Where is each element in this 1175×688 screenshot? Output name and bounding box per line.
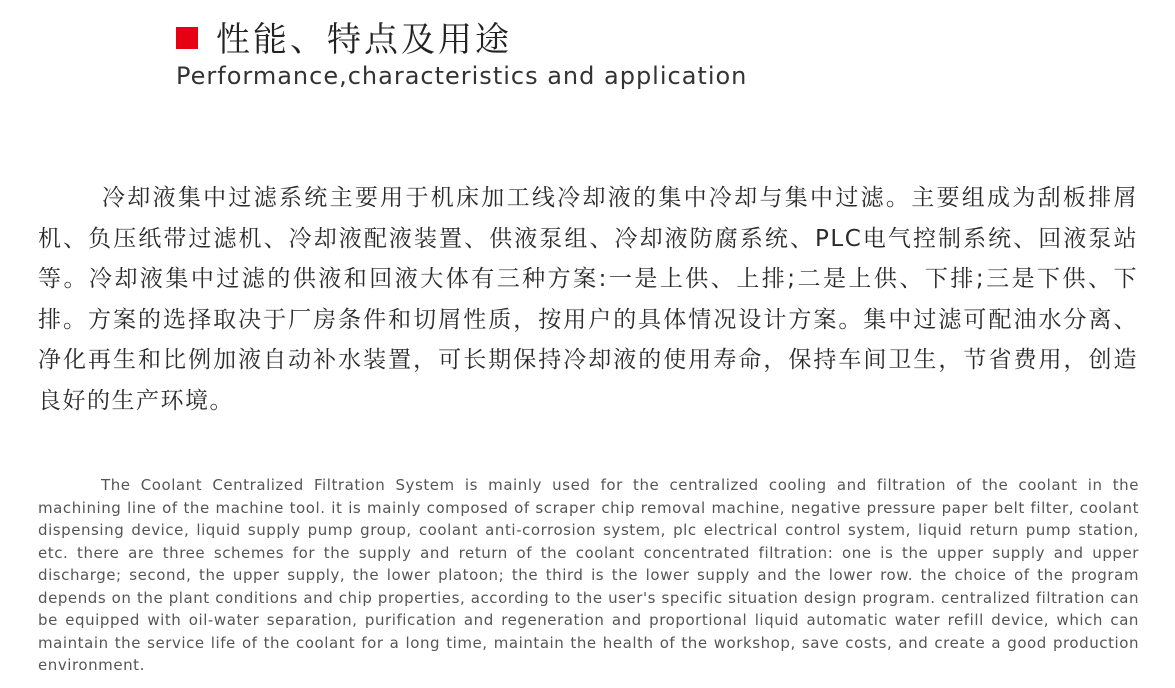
red-square-bullet-icon [176, 27, 198, 49]
section-header [176, 10, 1076, 90]
description-paragraph-cn: 冷却液集中过滤系统主要用于机床加工线冷却液的集中冷却与集中过滤。主要组成为刮板排屑机、负压纸带过滤机、冷却液配液装置、供液泵组、冷却液防腐系统、PLC电气控制系统、回液泵站等。冷却液集中过滤的供液和回液大体有三种方案:一是上供、上排;二是上供、下排;三是下供、下排。方案的选择取决于厂房条件和切屑性质，按用户的具体情况设计方案。集中过滤可配油水分离、净化再生和比例加液自动补水装置，可长期保持冷却液的使用寿命，保持车间卫生，节省费用，创造良好的生产环境。 [38, 185, 1138, 414]
title-row [176, 10, 1076, 62]
section-title-cn: 性能、特点及用途 [216, 19, 512, 60]
section-title-en: Performance,characteristics and application [176, 62, 748, 90]
description-paragraph-en: The Coolant Centralized Filtration System is mainly used for the centralized cooling and filtration of the coolant in the machining line of the machine tool. it is mainly composed of scraper chip removal machine, negative pressure paper belt filter, coolant dispensing device, liquid supply pump group, coolant anti-corrosion system, plc electrical control system, liquid return pump station, etc. there are three schemes for the supply and return of the coolant concentrated filtration: one is the upper supply and upper discharge; second, the upper supply, the lower platoon; the third is the lower supply and the lower row. the choice of the program depends on the plant conditions and chip properties, according to the user's specific situation design program. centralized filtration can be equipped with oil-water separation, purification and regeneration and proportional liquid automatic water refill device, which can maintain the service life of the coolant for a long time, maintain the health of the workshop, save costs, and create a good production environment. [38, 476, 1139, 674]
